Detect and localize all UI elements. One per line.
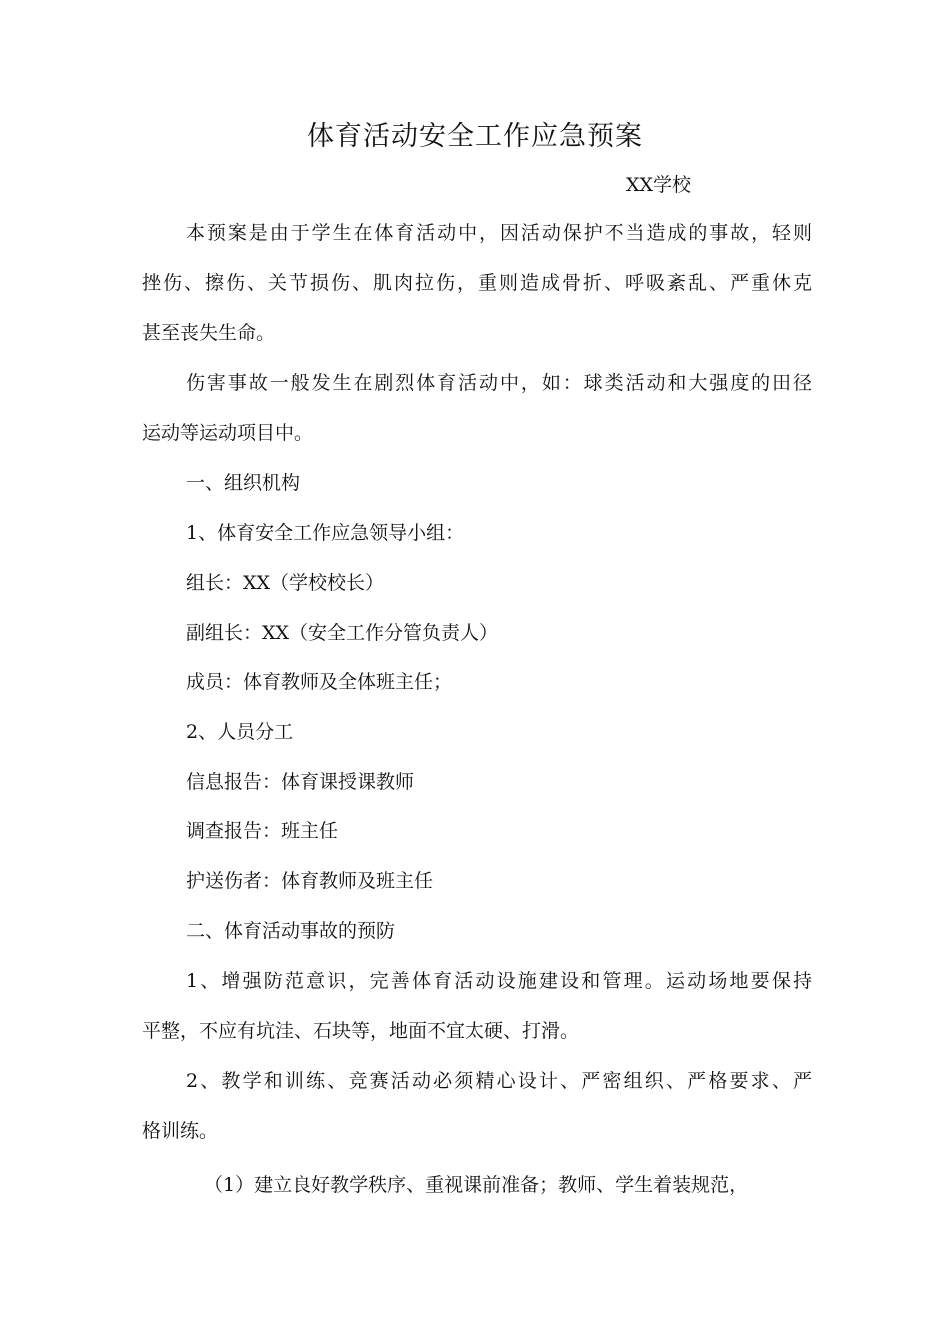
item-info-report — [142, 757, 812, 807]
paragraph-line: 二、体育活动事故的预防 — [186, 920, 396, 942]
paragraph-line: 伤害事故一般发生在剧烈体育活动中，如：球类活动和大强度的田径 — [186, 372, 812, 394]
item-deputy-leader — [142, 608, 812, 658]
section-heading-prevention — [142, 906, 812, 956]
paragraph-line: 本预案是由于学生在体育活动中，因活动保护不当造成的事故，轻则 — [186, 222, 812, 244]
paragraph-injury-context — [142, 358, 812, 458]
paragraph-line: 成员：体育教师及全体班主任； — [186, 671, 453, 693]
paragraph-line: 1、体育安全工作应急领导小组： — [186, 522, 465, 544]
paragraph-line: 挫伤、擦伤、关节损伤、肌肉拉伤，重则造成骨折、呼吸紊乱、严重休克 — [142, 272, 812, 294]
paragraph-line: 信息报告：体育课授课教师 — [186, 771, 415, 793]
item-members — [142, 657, 812, 707]
paragraph-intro — [142, 208, 812, 358]
section-heading-organization — [142, 458, 812, 508]
paragraph-line: 2、人员分工 — [186, 721, 294, 743]
paragraph-line: 平整，不应有坑洼、石块等，地面不宜太硬、打滑。 — [142, 1020, 580, 1042]
paragraph-line: 一、组织机构 — [186, 472, 301, 494]
paragraph-line: 护送伤者：体育教师及班主任 — [186, 870, 434, 892]
paragraph-line: 甚至丧失生命。 — [142, 322, 276, 344]
paragraph-line: 副组长：XX（安全工作分管负责人） — [186, 622, 499, 644]
item-staff-division — [142, 707, 812, 757]
item-group-leader — [142, 558, 812, 608]
paragraph-line: 格训练。 — [142, 1120, 219, 1142]
paragraph-line: 运动等运动项目中。 — [142, 422, 314, 444]
item-investigation-report — [142, 806, 812, 856]
document-organization: XX学校 — [626, 174, 692, 196]
paragraph-line: 1、增强防范意识，完善体育活动设施建设和管理。运动场地要保持 — [186, 970, 812, 992]
item-escort-injured — [142, 856, 812, 906]
paragraph-line: （1）建立良好教学秩序、重视课前准备；教师、学生着装规范， — [204, 1174, 749, 1196]
paragraph-line: 2、教学和训练、竞赛活动必须精心设计、严密组织、严格要求、严 — [186, 1070, 812, 1092]
item-class-order — [142, 1160, 812, 1210]
document-title: 体育活动安全工作应急预案 — [307, 121, 643, 152]
item-leadership-group — [142, 508, 812, 558]
item-teaching-training — [142, 1056, 812, 1156]
paragraph-line: 调查报告：班主任 — [186, 820, 339, 842]
item-awareness — [142, 956, 812, 1056]
paragraph-line: 组长：XX（学校校长） — [186, 572, 385, 594]
